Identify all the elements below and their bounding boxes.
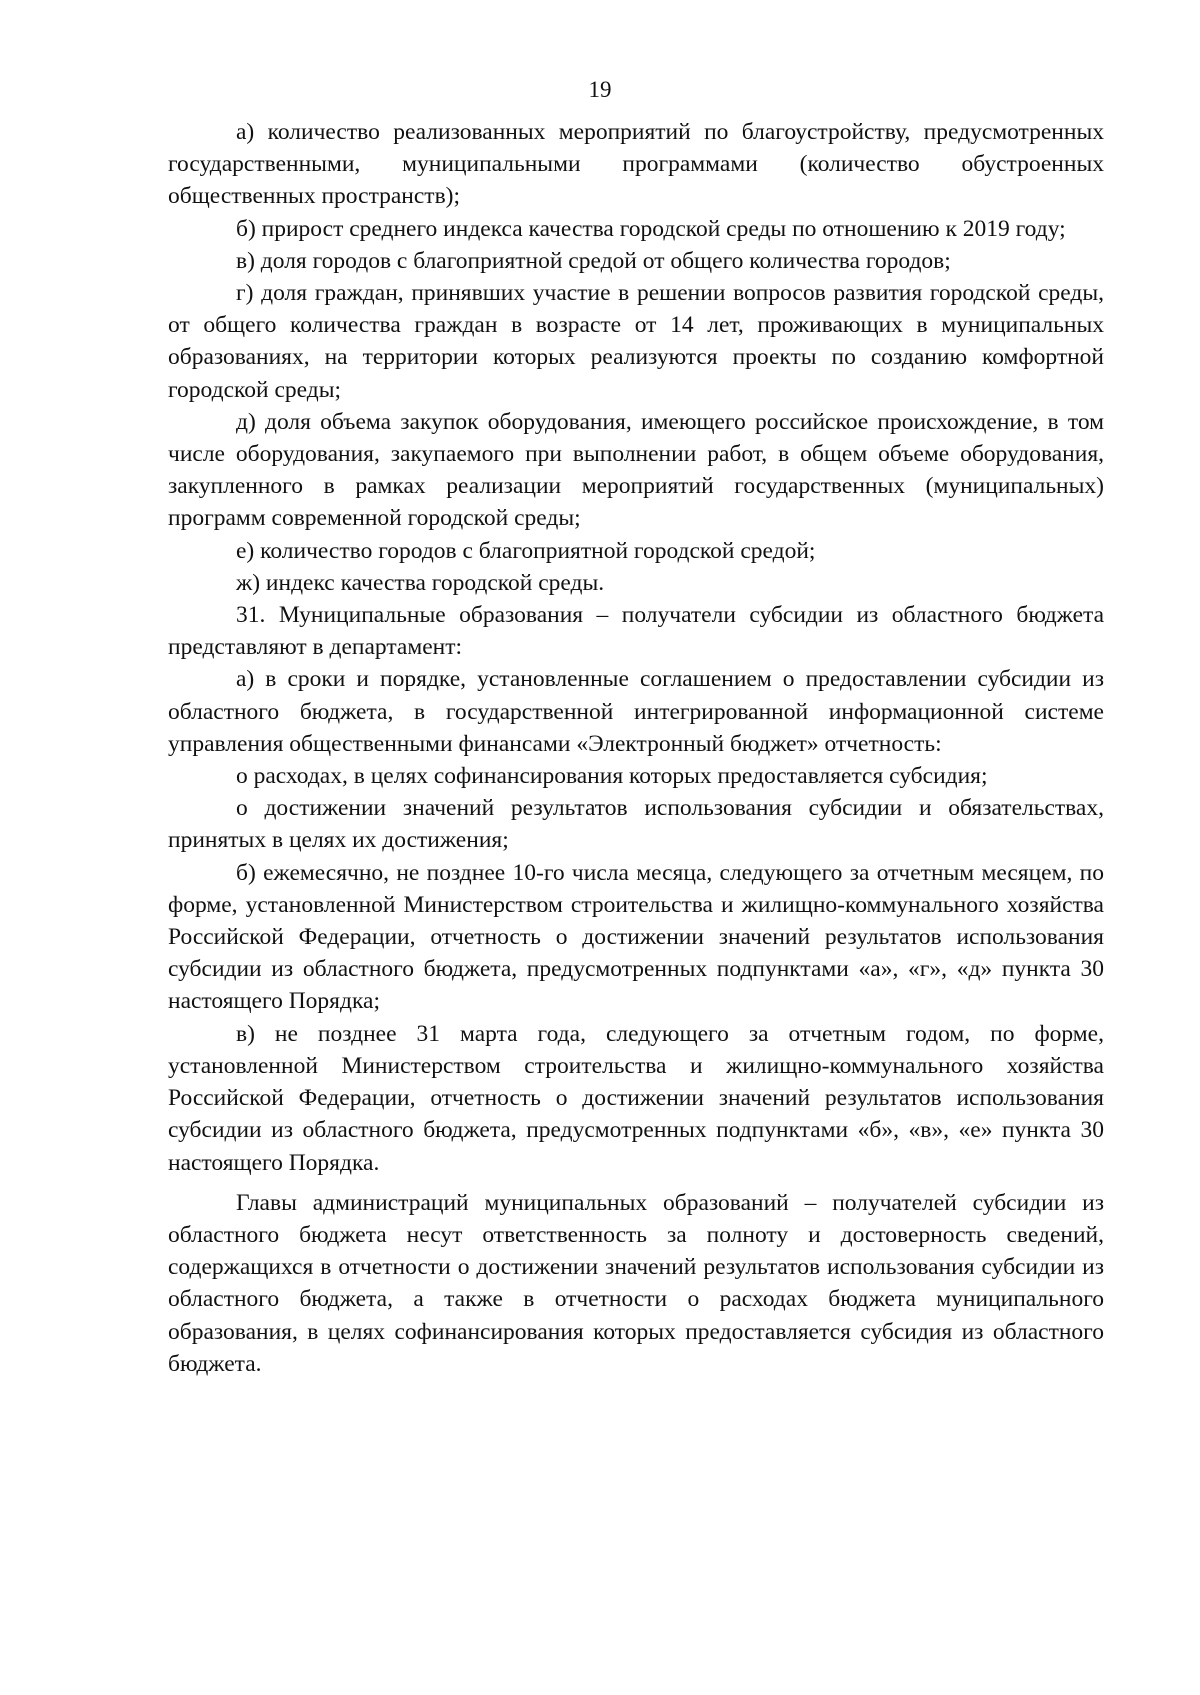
page-number: 19	[588, 77, 612, 102]
paragraph-section-31: 31. Муниципальные образования – получатели субсидии из областного бюджета представляют в департамент:	[168, 602, 1104, 661]
paragraph-item-zh-quality-index: ж) индекс качества городской среды.	[236, 569, 605, 596]
paragraph-item-d-share-equipment: д) доля объема закупок оборудования, имеющего российское происхождение, в том числе оборудования, закупаемого при выполнении работ, в общем объеме оборудования, закупленного в рамках реализации мероприятий государственных (муниципальных) программ современной городской среды;	[168, 408, 1104, 532]
document-body	[168, 116, 1104, 1380]
paragraph-item-e-count-cities: е) количество городов с благоприятной городской средой;	[236, 537, 816, 564]
paragraph-31-a-reporting: а) в сроки и порядке, установленные соглашением о предоставлении субсидии из областного бюджета, в государственной интегрированной информационной системе управления общественными финансами «Электронный бюджет» отчетность:	[168, 666, 1104, 757]
paragraph-item-v-share-cities: в) доля городов с благоприятной средой от общего количества городов;	[236, 247, 951, 274]
paragraph-31-b-monthly: б) ежемесячно, не позднее 10-го числа месяца, следующего за отчетным месяцем, по форме, установленной Министерством строительства и жилищно-коммунального хозяйства Российской Федерации, отчетность о достижении значений результатов использования субсидии из областного бюджета, предусмотренных подпунктами «а», «г», «д» пункта 30 настоящего Порядка;	[168, 859, 1104, 1015]
paragraph-item-g-share-citizens: г) доля граждан, принявших участие в решении вопросов развития городской среды, от общего количества граждан в возрасте от 14 лет, проживающих в муниципальных образованиях, на территории которых реализуются проекты по созданию комфортной городской среды;	[168, 280, 1104, 403]
paragraph-item-b-index-growth: б) прирост среднего индекса качества городской среды по отношению к 2019 году;	[236, 215, 1066, 242]
paragraph-item-a-count-events: а) количество реализованных мероприятий по благоустройству, предусмотренных государственными, муниципальными программами (количество обустроенных общественных пространств);	[168, 119, 1104, 210]
paragraph-31-a-results: о достижении значений результатов использования субсидии и обязательствах, принятых в целях их достижения;	[168, 795, 1104, 854]
paragraph-31-v-annual: в) не позднее 31 марта года, следующего за отчетным годом, по форме, установленной Министерством строительства и жилищно-коммунального хозяйства Российской Федерации, отчетность о достижении значений результатов использования субсидии из областного бюджета, предусмотренных подпунктами «б», «в», «е» пункта 30 настоящего Порядка.	[168, 1020, 1104, 1176]
paragraph-31-a-expenses: о расходах, в целях софинансирования которых предоставляется субсидия;	[236, 763, 988, 790]
paragraph-responsibility: Главы администраций муниципальных образований – получателей субсидии из областного бюджета несут ответственность за полноту и достоверность сведений, содержащихся в отчетности о достижении значений результатов использования субсидии из областного бюджета, а также в отчетности о расходах бюджета муниципального образования, в целях софинансирования которых предоставляется субсидия из областного бюджета.	[168, 1189, 1104, 1377]
